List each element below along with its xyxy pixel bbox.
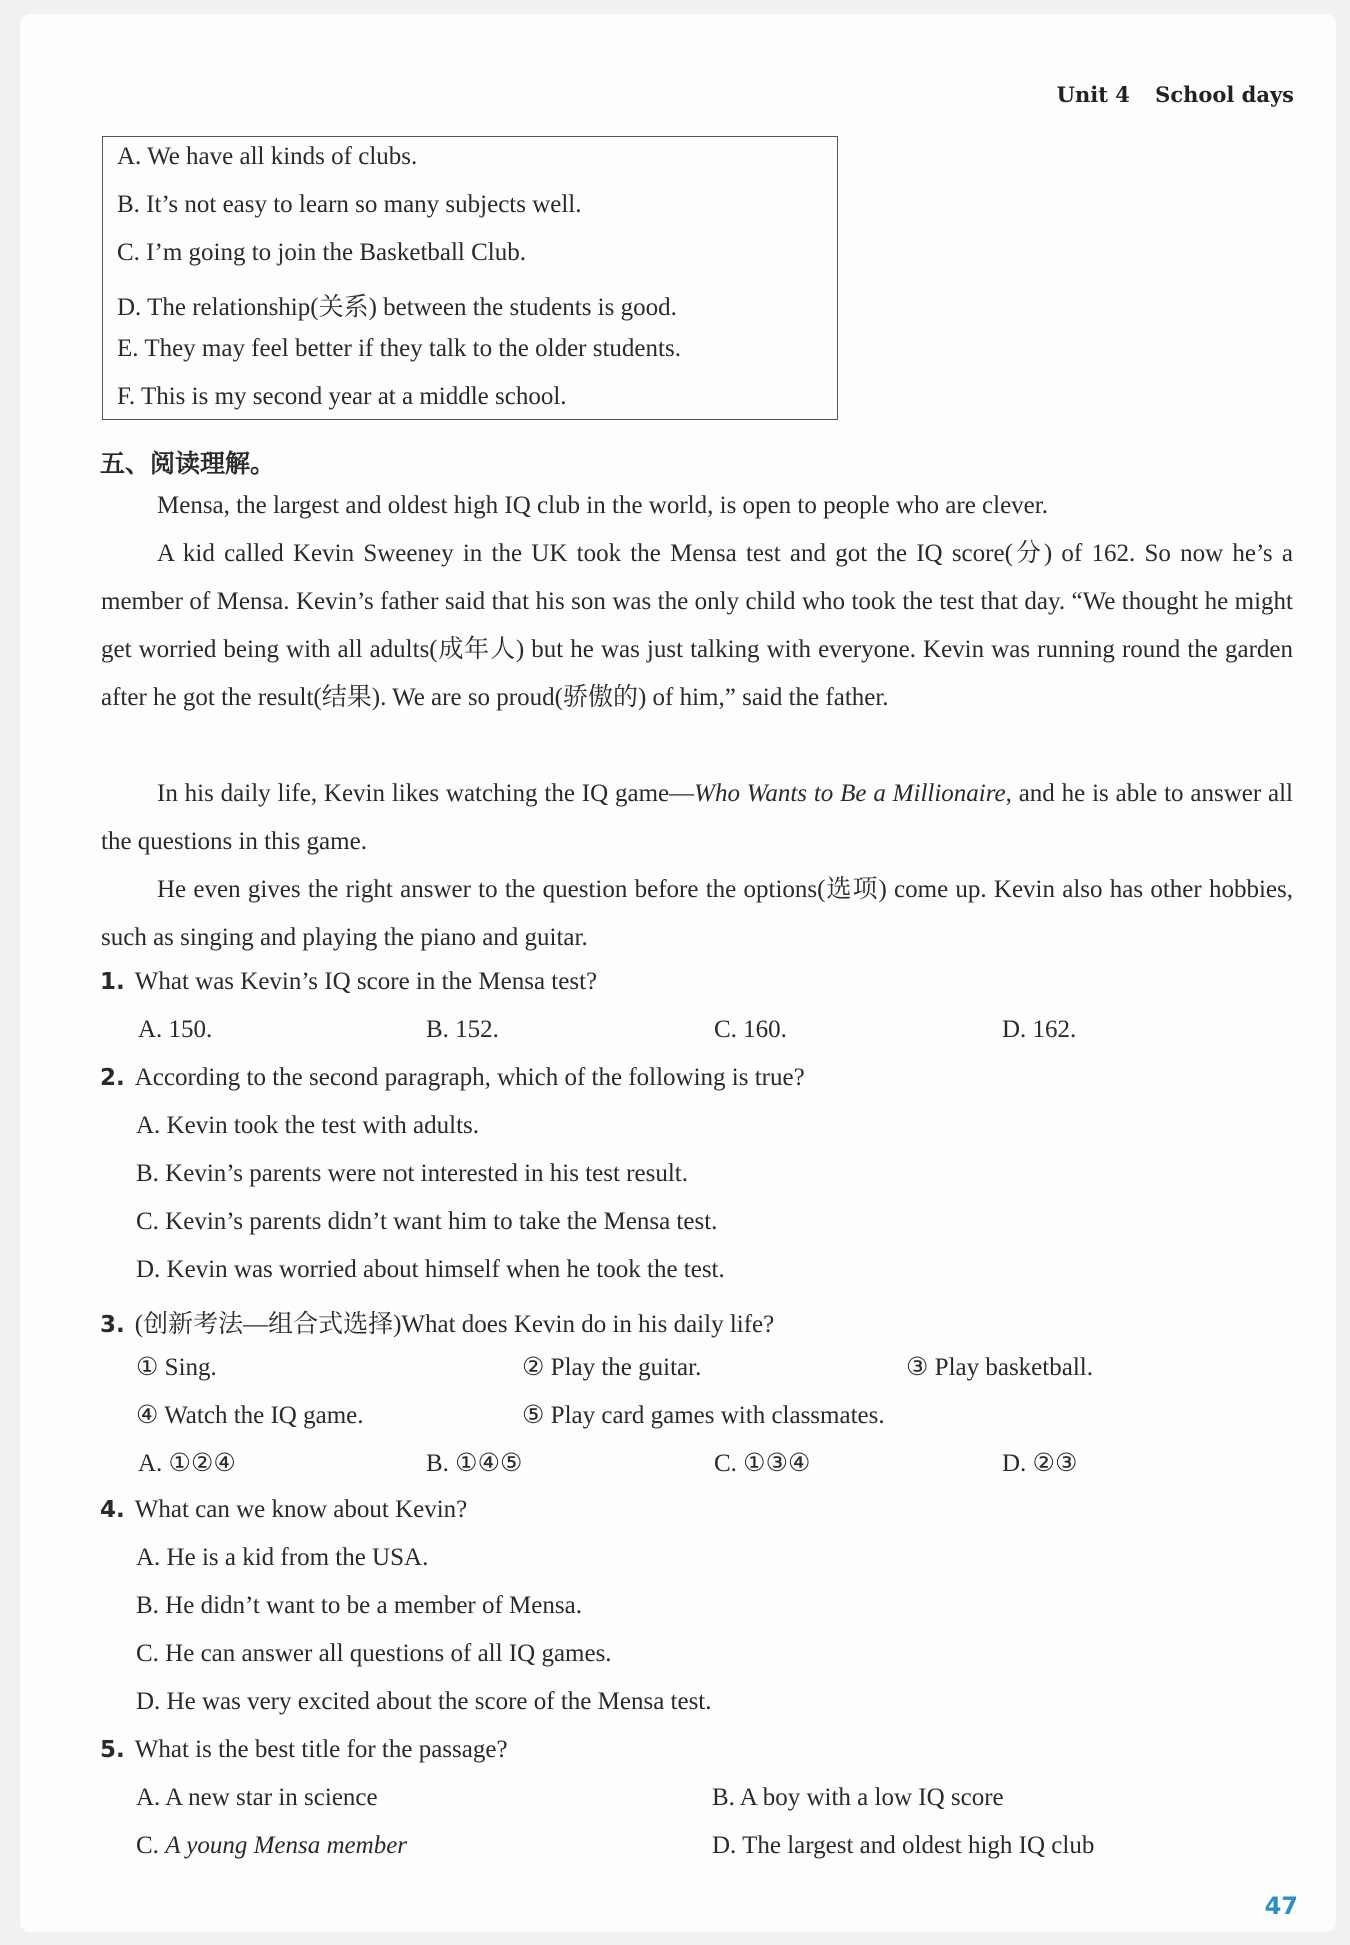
unit-topic: School days — [1155, 82, 1294, 107]
q3-item-2: ② Play the guitar. — [522, 1354, 702, 1381]
q3-item-3: ③ Play basketball. — [906, 1354, 1093, 1381]
passage-paragraph-2: A kid called Kevin Sweeney in the UK took the Mensa test and got the IQ score(分) of 162. So now he’s a member of Mensa. Kevin’s father said that his son was the only child who took the test that day. “We thought he might get worried being with all adults(成年人) but he was just talking with everyone. Kevin was running round the garden after he got the result(结果). We are so proud(骄傲的) of him,” said the father. — [101, 540, 1293, 711]
page-header — [1057, 82, 1294, 107]
q1-option-c: C. 160. — [714, 1016, 787, 1043]
passage-paragraph-4: He even gives the right answer to the question before the options(选项) come up. Kevin also has other hobbies, such as singing and playing the piano and guitar. — [101, 876, 1293, 951]
q1-option-d: D. 162. — [1002, 1016, 1077, 1043]
q4-option-a: A. He is a kid from the USA. — [136, 1544, 429, 1571]
q4-option-d: D. He was very excited about the score of the Mensa test. — [136, 1688, 712, 1715]
q3-option-a: A. ①②④ — [138, 1450, 236, 1477]
q2-option-d: D. Kevin was worried about himself when he took the test. — [136, 1256, 725, 1283]
question-1: 1. What was Kevin’s IQ score in the Mensa test? — [100, 968, 598, 995]
q1-option-a: A. 150. — [138, 1016, 213, 1043]
question-3: 3. (创新考法—组合式选择)What does Kevin do in his daily life? — [100, 1311, 775, 1338]
q5-option-a: A. A new star in science — [136, 1784, 378, 1811]
box-option-c: C. I’m going to join the Basketball Club. — [117, 239, 526, 266]
q4-option-b: B. He didn’t want to be a member of Mensa. — [136, 1592, 582, 1619]
sentence-options-box — [102, 136, 838, 420]
passage-paragraph-1: Mensa, the largest and oldest high IQ club in the world, is open to people who are clever. — [157, 492, 1048, 519]
box-option-f: F. This is my second year at a middle school. — [117, 383, 567, 410]
q3-option-b: B. ①④⑤ — [426, 1450, 523, 1477]
q3-item-4: ④ Watch the IQ game. — [136, 1402, 364, 1429]
box-option-e: E. They may feel better if they talk to the older students. — [117, 335, 681, 362]
q2-option-b: B. Kevin’s parents were not interested in his test result. — [136, 1160, 688, 1187]
box-option-d: D. The relationship(关系) between the students is good. — [117, 294, 677, 321]
page-number: 47 — [1264, 1892, 1298, 1920]
box-option-b: B. It’s not easy to learn so many subjects well. — [117, 191, 582, 218]
q3-item-1: ① Sing. — [136, 1354, 217, 1381]
question-2: 2. According to the second paragraph, which of the following is true? — [100, 1064, 805, 1091]
passage-paragraph-3: In his daily life, Kevin likes watching the IQ game—Who Wants to Be a Millionaire, and he is able to answer all the questions in this game. — [101, 780, 1293, 855]
q3-item-5: ⑤ Play card games with classmates. — [522, 1402, 885, 1429]
game-title: Who Wants to Be a Millionaire — [694, 780, 1006, 807]
question-4: 4. What can we know about Kevin? — [100, 1496, 468, 1523]
q5-option-d: D. The largest and oldest high IQ club — [712, 1832, 1095, 1859]
unit-label: Unit 4 — [1056, 82, 1130, 107]
q3-option-d: D. ②③ — [1002, 1450, 1078, 1477]
section-title: 五、阅读理解。 — [100, 449, 276, 478]
q3-option-c: C. ①③④ — [714, 1450, 811, 1477]
q1-option-b: B. 152. — [426, 1016, 499, 1043]
q2-option-c: C. Kevin’s parents didn’t want him to take the Mensa test. — [136, 1208, 718, 1235]
question-5: 5. What is the best title for the passage? — [100, 1736, 508, 1763]
box-option-a: A. We have all kinds of clubs. — [117, 143, 418, 170]
q5-option-b: B. A boy with a low IQ score — [712, 1784, 1004, 1811]
q5-option-c: C. A young Mensa member — [136, 1832, 408, 1859]
q2-option-a: A. Kevin took the test with adults. — [136, 1112, 480, 1139]
q4-option-c: C. He can answer all questions of all IQ games. — [136, 1640, 612, 1667]
